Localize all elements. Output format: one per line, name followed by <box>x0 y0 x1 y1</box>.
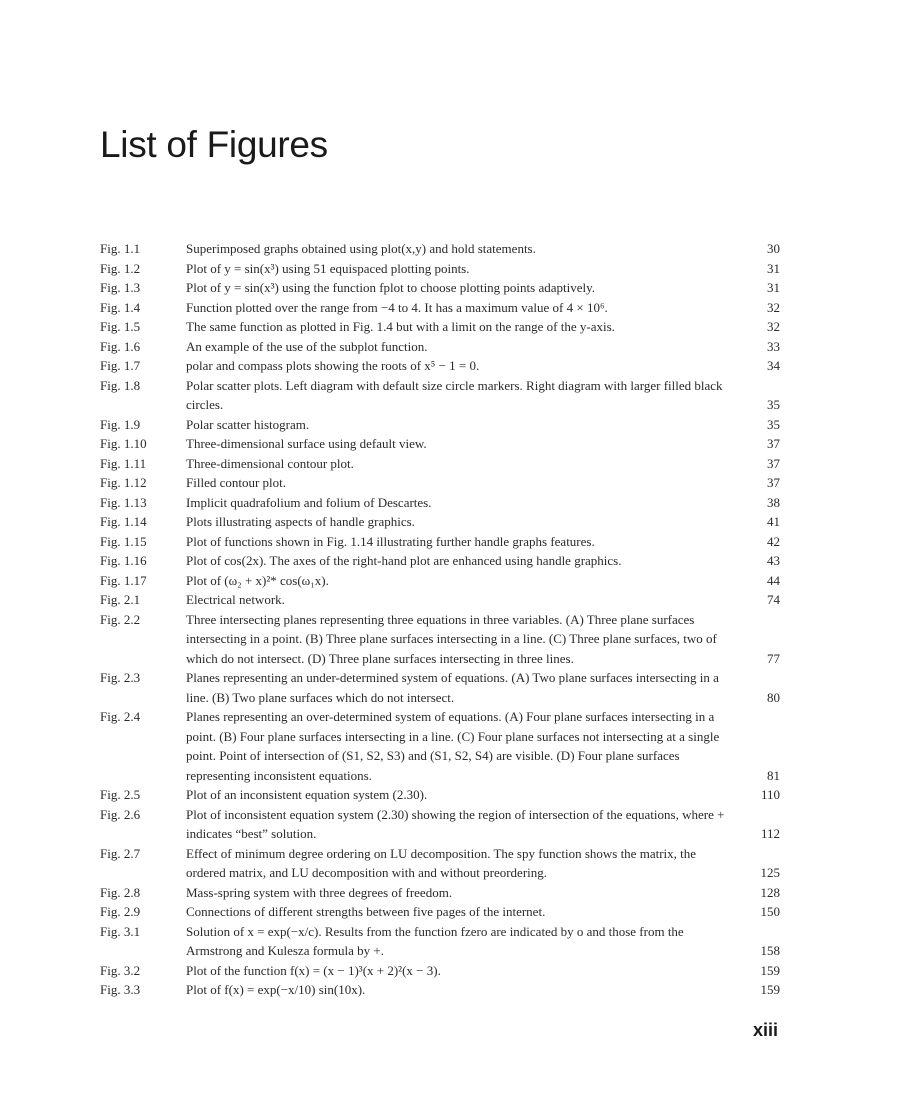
figure-page-number: 35 <box>767 397 780 412</box>
figure-entry <box>100 902 780 922</box>
figure-number: Fig. 2.1 <box>100 592 141 607</box>
figure-number: Fig. 1.2 <box>100 260 141 276</box>
figure-caption: Planes representing an under-determined system of equations. (A) Two plane surfaces intersecting in a line. (B) Two plane surfaces which do not intersect. <box>186 670 719 705</box>
figure-entry <box>100 493 780 513</box>
figure-number: Fig. 1.3 <box>100 280 141 295</box>
figure-caption: Plot of the function f(x) = (x − 1)³(x + 2)²(x − 3). <box>186 962 441 978</box>
page-title: List of Figures <box>100 124 328 165</box>
figure-entry <box>100 590 780 610</box>
figure-entry <box>100 668 780 707</box>
figure-page-number: 38 <box>767 494 780 510</box>
figure-number: Fig. 1.4 <box>100 299 141 315</box>
figure-caption: Planes representing an over-determined system of equations. (A) Four plane surfaces intersecting in a point. (B) Four plane surfaces intersecting in a line. (C) Four plane surfaces not intersecting at a single point. Point of intersection of (S1, S2, S3) and (S1, S2, S4) are visible. (D) Four plane surfaces representing inconsistent equations. <box>186 709 720 783</box>
figure-caption: Plot of y = sin(x³) using 51 equispaced plotting points. <box>186 260 470 276</box>
figure-entry <box>100 980 780 1000</box>
figure-list <box>100 239 780 1000</box>
figure-number: Fig. 2.2 <box>100 611 141 627</box>
figure-page-number: 32 <box>767 299 780 315</box>
figure-entry <box>100 512 780 532</box>
figure-number: Fig. 1.9 <box>100 416 141 432</box>
figure-page-number: 112 <box>760 826 780 841</box>
figure-caption: Three-dimensional contour plot. <box>186 455 354 471</box>
figure-caption: Implicit quadrafolium and folium of Descartes. <box>186 494 432 510</box>
figure-caption: Mass-spring system with three degrees of freedom. <box>186 884 453 900</box>
figure-caption: Plot of inconsistent equation system (2.30) showing the region of intersection of the equations, where + indicates “best” solution. <box>186 806 725 841</box>
figure-number: Fig. 2.8 <box>100 884 141 900</box>
figure-entry <box>100 532 780 552</box>
figure-caption: Plot of y = sin(x³) using the function fplot to choose plotting points adaptively. <box>186 280 596 295</box>
figure-entry <box>100 707 780 785</box>
figure-page-number: 150 <box>760 904 780 919</box>
figure-caption: Plots illustrating aspects of handle graphics. <box>186 514 415 529</box>
figure-entry <box>100 278 780 298</box>
figure-caption: polar and compass plots showing the roots of x⁵ − 1 = 0. <box>186 358 480 373</box>
figure-caption: Plot of cos(2x). The axes of the right-hand plot are enhanced using handle graphics. <box>186 553 622 568</box>
figure-number: Fig. 1.15 <box>100 533 147 549</box>
figure-entry <box>100 473 780 493</box>
figure-page-number: 158 <box>760 943 780 958</box>
figure-caption: Superimposed graphs obtained using plot(x,y) and hold statements. <box>186 241 536 256</box>
figure-page-number: 31 <box>767 280 780 295</box>
figure-page-number: 37 <box>767 455 780 471</box>
figure-number: Fig. 2.5 <box>100 787 141 802</box>
figure-page-number: 41 <box>767 514 780 529</box>
figure-page-number: 37 <box>767 475 780 490</box>
figure-caption: The same function as plotted in Fig. 1.4 but with a limit on the range of the y-axis. <box>186 319 615 334</box>
figure-number: Fig. 2.4 <box>100 709 141 724</box>
figure-number: Fig. 1.10 <box>100 436 147 451</box>
figure-page-number: 43 <box>767 553 780 568</box>
figure-entry <box>100 922 780 961</box>
figure-page-number: 44 <box>767 572 780 588</box>
figure-number: Fig. 1.7 <box>100 358 141 373</box>
figure-number: Fig. 1.12 <box>100 475 147 490</box>
figure-entry <box>100 259 780 279</box>
figure-page-number: 32 <box>767 319 780 334</box>
figure-page-number: 110 <box>760 787 780 802</box>
figure-number: Fig. 1.11 <box>100 455 147 471</box>
figure-caption: Three intersecting planes representing three equations in three variables. (A) Three plane surfaces intersecting in a point. (B) Three plane surfaces intersecting in a line. (C) Three plane surfaces, two of which do not intersect. (D) Three plane surfaces intersecting in three lines. <box>186 611 717 666</box>
figure-page-number: 30 <box>767 241 780 256</box>
figure-entry <box>100 883 780 903</box>
figure-number: Fig. 2.3 <box>100 670 141 685</box>
figure-page-number: 81 <box>767 767 780 783</box>
figure-page-number: 80 <box>767 689 780 705</box>
figure-caption: Filled contour plot. <box>186 475 287 490</box>
figure-caption: Electrical network. <box>186 592 285 607</box>
figure-entry <box>100 454 780 474</box>
figure-caption: Plot of functions shown in Fig. 1.14 illustrating further handle graphs features. <box>186 533 595 549</box>
figure-entry <box>100 376 780 415</box>
figure-number: Fig. 2.6 <box>100 806 141 822</box>
figure-caption: Plot of f(x) = exp(−x/10) sin(10x). <box>186 982 366 997</box>
figure-number: Fig. 2.7 <box>100 845 141 861</box>
figure-number: Fig. 1.13 <box>100 494 147 510</box>
figure-number: Fig. 3.3 <box>100 982 141 997</box>
figure-page-number: 125 <box>760 865 780 880</box>
figure-caption: Effect of minimum degree ordering on LU decomposition. The spy function shows the matrix, the ordered matrix, and LU decomposition with and without preordering. <box>186 845 697 880</box>
figure-page-number: 159 <box>760 962 780 978</box>
figure-entry <box>100 337 780 357</box>
figure-caption: Plot of (ω₂ + x)²* cos(ω₁x). <box>186 572 329 588</box>
figure-entry <box>100 844 780 883</box>
figure-entry <box>100 805 780 844</box>
figure-page-number: 33 <box>767 338 780 354</box>
figure-caption: Solution of x = exp(−x/c). Results from the function fzero are indicated by o and those from the Armstrong and Kulesza formula by +. <box>186 923 684 958</box>
figure-entry <box>100 571 780 591</box>
figure-number: Fig. 1.14 <box>100 514 147 529</box>
figure-number: Fig. 1.16 <box>100 553 147 568</box>
figure-entry <box>100 610 780 669</box>
figure-number: Fig. 3.2 <box>100 962 141 978</box>
figure-entry <box>100 434 780 454</box>
figure-caption: Polar scatter plots. Left diagram with default size circle markers. Right diagram with larger filled black circles. <box>186 377 723 412</box>
figure-caption: Polar scatter histogram. <box>186 416 310 432</box>
figure-entry <box>100 356 780 376</box>
figure-caption: Connections of different strengths between five pages of the internet. <box>186 904 546 919</box>
figure-entry <box>100 317 780 337</box>
figure-entry <box>100 298 780 318</box>
figure-entry <box>100 239 780 259</box>
figure-page-number: 74 <box>767 592 780 607</box>
figure-page-number: 34 <box>767 358 780 373</box>
figure-number: Fig. 1.1 <box>100 241 141 256</box>
figure-page-number: 77 <box>767 650 780 666</box>
figure-number: Fig. 1.8 <box>100 377 141 393</box>
figure-page-number: 159 <box>760 982 780 997</box>
figure-entry <box>100 961 780 981</box>
figure-number: Fig. 1.5 <box>100 319 141 334</box>
figure-entry <box>100 551 780 571</box>
figure-entry <box>100 785 780 805</box>
figure-page-number: 31 <box>767 260 780 276</box>
figure-number: Fig. 2.9 <box>100 904 141 919</box>
figure-caption: Three-dimensional surface using default view. <box>186 436 427 451</box>
figure-page-number: 42 <box>767 533 780 549</box>
page-number: xiii <box>752 1020 778 1040</box>
figure-page-number: 35 <box>767 416 780 432</box>
figure-page-number: 128 <box>760 884 780 900</box>
figure-page-number: 37 <box>767 436 780 451</box>
figure-caption: Function plotted over the range from −4 to 4. It has a maximum value of 4 × 10⁶. <box>186 299 608 315</box>
figure-caption: Plot of an inconsistent equation system (2.30). <box>186 787 428 802</box>
figure-caption: An example of the use of the subplot function. <box>186 338 428 354</box>
figure-entry <box>100 415 780 435</box>
figure-number: Fig. 1.6 <box>100 338 141 354</box>
figure-number: Fig. 1.17 <box>100 572 147 588</box>
figure-number: Fig. 3.1 <box>100 923 141 939</box>
